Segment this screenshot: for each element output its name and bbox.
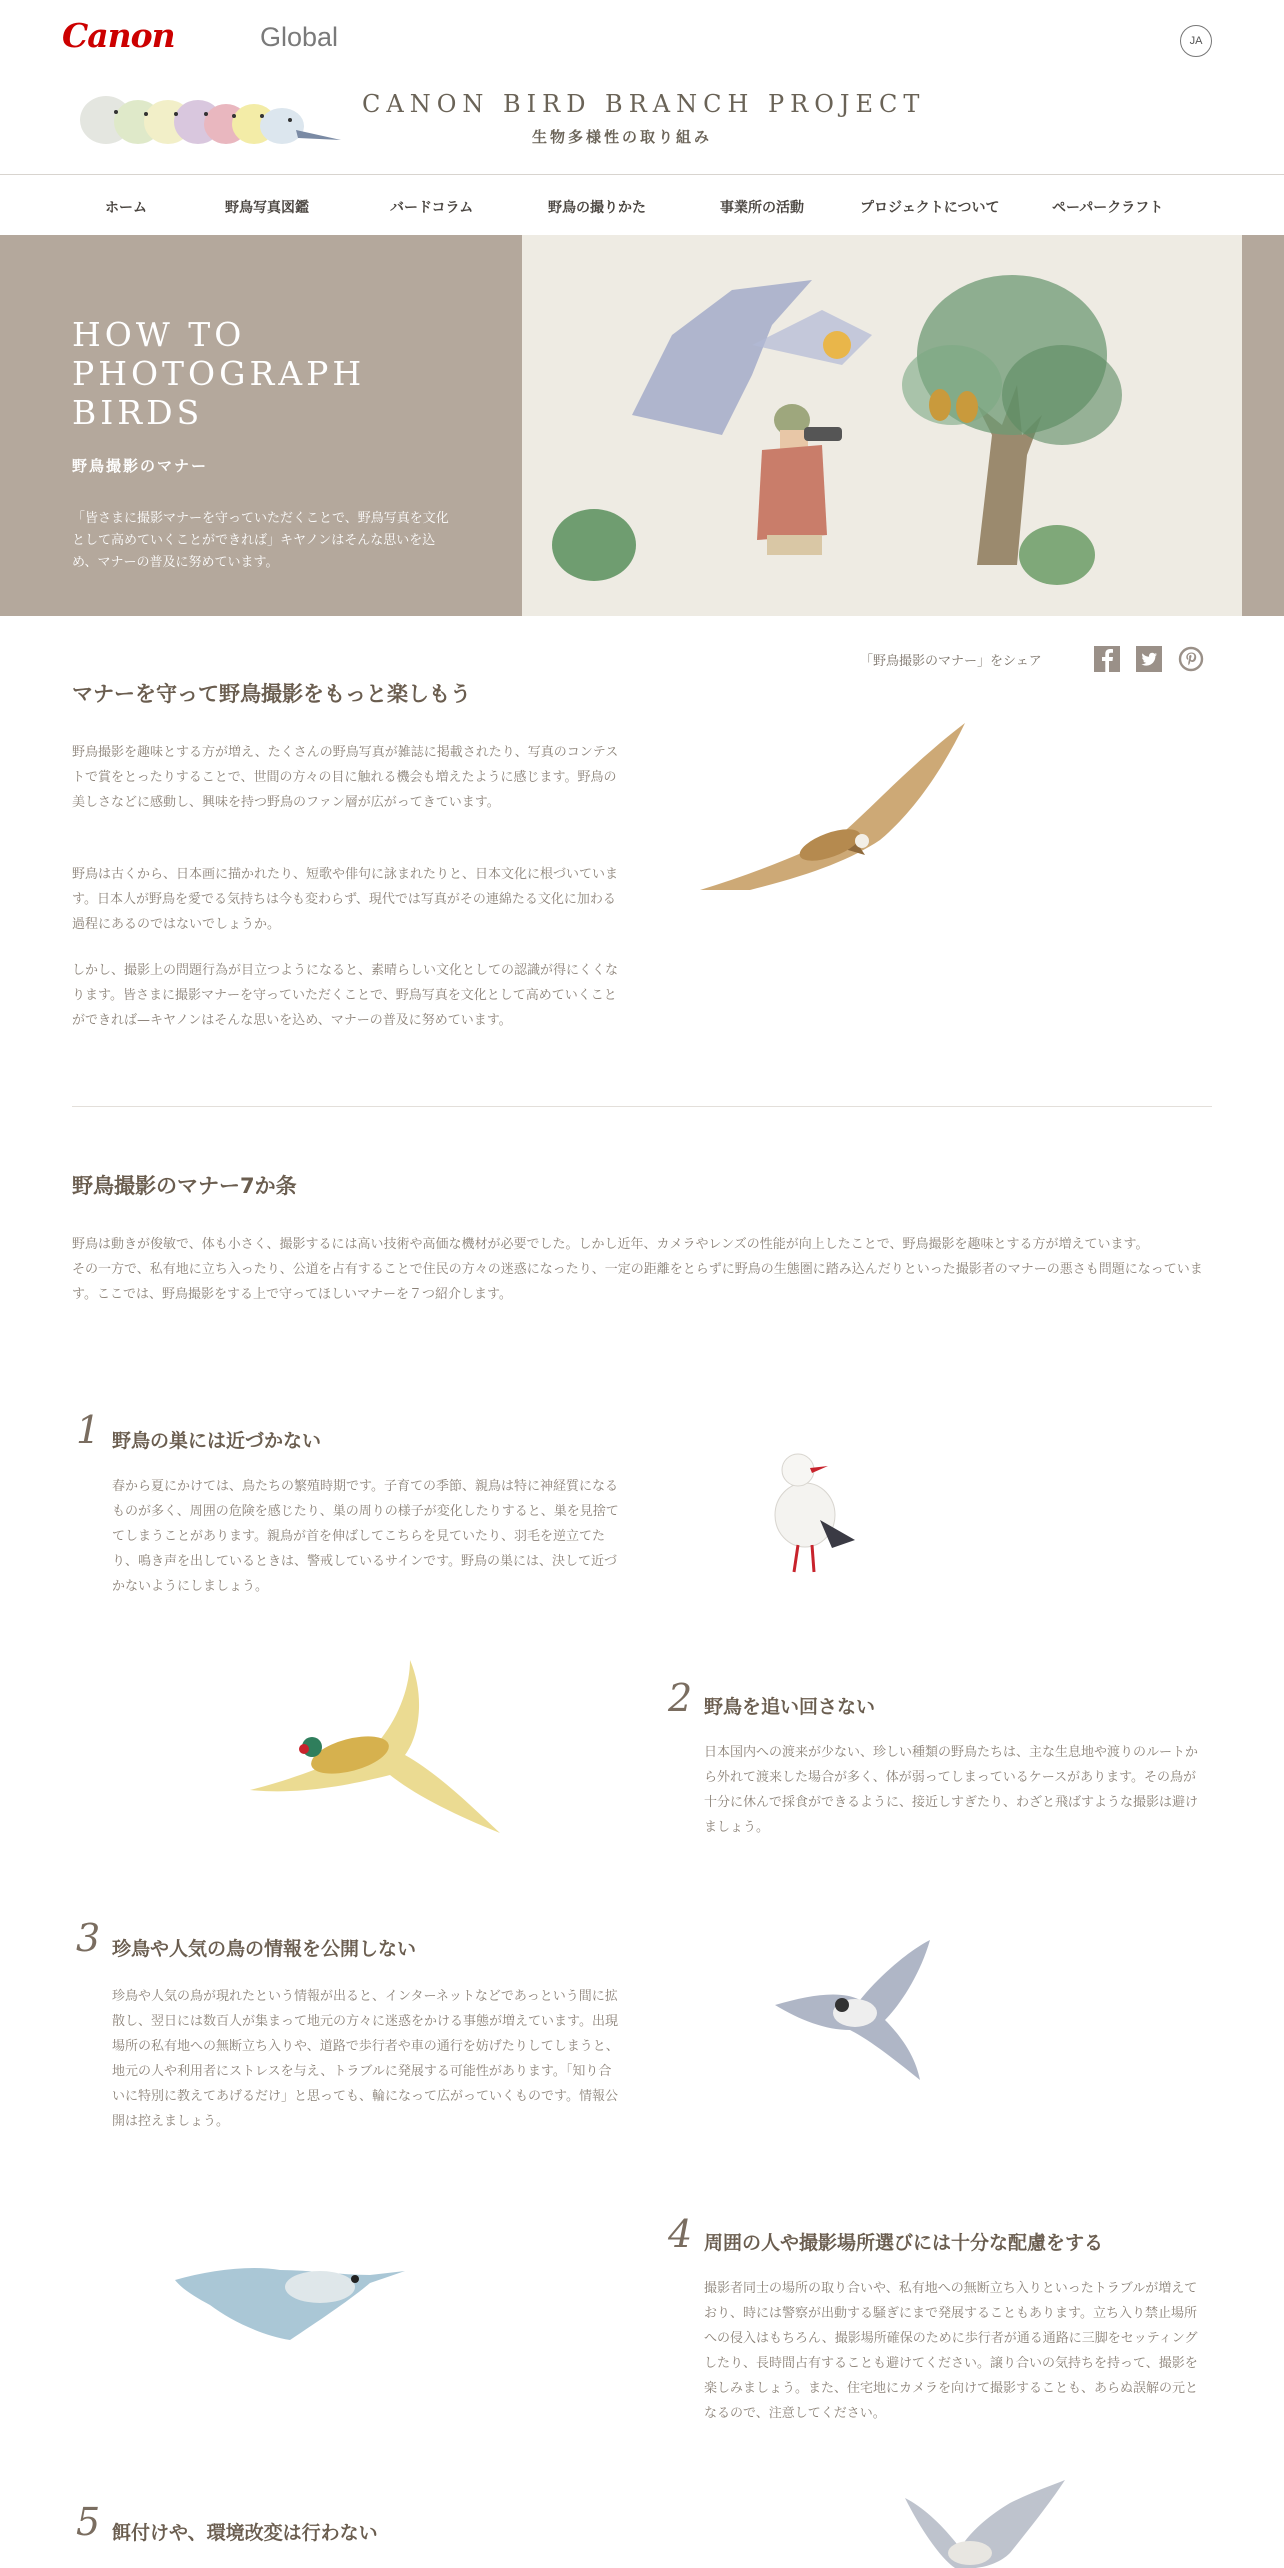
section-divider — [72, 1106, 1212, 1107]
hero-description: 「皆さまに撮影マナーを守っていただくことで、野鳥写真を文化として高めていくことができれば」キヤノンはそんな思いを込め、マナーの普及に努めています。 — [72, 511, 449, 570]
twitter-icon — [1136, 646, 1162, 672]
rule-number: 4 — [668, 2212, 693, 2256]
rule-number: 3 — [76, 1916, 101, 1960]
hero-title-line: BIRDS — [72, 393, 204, 432]
main-nav — [0, 175, 1284, 235]
nav-item-how-to-photograph[interactable]: 野鳥の撮りかた — [548, 200, 646, 216]
intro-paragraph: 野鳥撮影を趣味とする方が増え、たくさんの野鳥写真が雑誌に掲載されたり、写真のコンテストで賞をとったりすることで、世間の方々の目に触れる機会も増えたように感じます。野鳥の美しさなどに感動し、興味を持つ野鳥のファン層が広がってきています。 — [72, 745, 619, 810]
facebook-icon — [1094, 646, 1120, 672]
rule-body: 日本国内への渡来が少ない、珍しい種類の野鳥たちは、主な生息地や渡りのルートから外れて渡来した場合が多く、体が弱ってしまっているケースがあります。その鳥が十分に休んで採食ができるように、接近しすぎたり、わざと飛ばすような撮影は避けましょう。 — [704, 1745, 1199, 1835]
intro-paragraph: 野鳥は古くから、日本画に描かれたり、短歌や俳句に詠まれたりと、日本文化に根づいています。日本人が野鳥を愛でる気持ちは今も変わらず、現代では写真がその連綿たる文化に加わる過程にあるのではないでしょうか。 — [72, 867, 619, 932]
rule-title: 野鳥の巣には近づかない — [112, 1430, 322, 1452]
intro-heading: マナーを守って野鳥撮影をもっと楽しもう — [72, 682, 471, 706]
language-switch[interactable]: JA — [1180, 25, 1212, 57]
facebook-share-button[interactable] — [1094, 646, 1120, 672]
birds-row-illustration — [76, 78, 346, 156]
rules-intro-line: その一方で、私有地に立ち入ったり、公道を占有することで住民の方々の迷惑になったり、一定の距離をとらずに野鳥の生態圏に踏み込んだりといった撮影者のマナーの悪さも問題になっています。ここでは、野鳥撮影をする上で守ってほしいマナーを７つ紹介します。 — [72, 1262, 1203, 1302]
kingfisher-illustration — [170, 2225, 410, 2355]
pinterest-icon — [1178, 646, 1204, 672]
rules-intro — [72, 1232, 1212, 1307]
rule-body: 珍鳥や人気の鳥が現れたという情報が出ると、インターネットなどであっという間に拡散し、翌日には数百人が集まって地元の方々に迷惑をかける事態が増えています。出現場所の私有地への無断立ち入りや、道路で歩行者や車の通行を妨げたりしてしまうと、地元の人や利用者にストレスを与え、トラブルに発展する可能性があります。「知り合いに特別に教えてあげるだけ」と思っても、輪になって広がっていくものです。情報公開は控えましょう。 — [112, 1989, 619, 2129]
pheasant-illustration — [230, 1655, 510, 1835]
rule-body: 撮影者同士の場所の取り合いや、私有地への無断立ち入りといったトラブルが増えており、時には警察が出動する騒ぎにまで発展することもあります。立ち入り禁止場所への侵入はもちろん、撮影場所確保のために歩行者が通る通路に三脚をセッティングしたり、長時間占有することも避けてください。譲り合いの気持ちを持って、撮影を楽しみましょう。また、住宅地にカメラを向けて撮影することも、あらぬ誤解の元となるので、注意してください。 — [704, 2281, 1199, 2421]
rule-title: 周囲の人や撮影場所選びには十分な配慮をする — [704, 2232, 1104, 2254]
global-label[interactable]: Global — [260, 22, 339, 52]
site-header — [0, 0, 1284, 175]
rule-body: 春から夏にかけては、鳥たちの繁殖時期です。子育ての季節、親鳥は特に神経質になるものが多く、周囲の危険を感じたり、巣の周りの様子が変化したりすると、巣を見捨ててしまうことがあります。親鳥が首を伸ばしてこちらを見ていたり、羽毛を逆立てたり、鳴き声を出しているときは、警戒しているサインです。野鳥の巣には、決して近づかないようにしましょう。 — [112, 1479, 619, 1594]
hero-subtitle: 野鳥撮影のマナー — [72, 457, 209, 475]
nav-item-photo-guide[interactable]: 野鳥写真図鑑 — [225, 200, 309, 216]
intro-paragraph: しかし、撮影上の問題行為が目立つようになると、素晴らしい文化としての認識が得にくくなります。皆さまに撮影マナーを守っていただくことで、野鳥写真を文化として高めていくことができれば—キヤノンはそんな思いを込め、マナーの普及に努めています。 — [72, 963, 619, 1028]
rules-intro-line: 野鳥は動きが俊敏で、体も小さく、撮影するには高い技術や高価な機材が必要でした。しかし近年、カメラやレンズの性能が向上したことで、野鳥撮影を趣味とする方が増えています。 — [72, 1237, 1149, 1252]
project-title: CANON BIRD BRANCH PROJECT — [362, 90, 926, 118]
rule-title: 珍鳥や人気の鳥の情報を公開しない — [112, 1938, 417, 1960]
twitter-share-button[interactable] — [1136, 646, 1162, 672]
project-subtitle: 生物多様性の取り組み — [532, 128, 713, 146]
rule-number: 5 — [76, 2500, 101, 2544]
rules-heading: 野鳥撮影のマナー7か条 — [72, 1174, 297, 1198]
nav-item-home[interactable]: ホーム — [105, 200, 147, 216]
canon-logo[interactable]: Canon — [62, 16, 175, 55]
rule-number: 2 — [668, 1676, 693, 1720]
nav-item-about-project[interactable]: プロジェクトについて — [860, 200, 1000, 216]
share-label: 「野鳥撮影のマナー」をシェア — [860, 654, 1042, 669]
hero-side-band — [1242, 235, 1284, 616]
rule-title: 餌付けや、環境改変は行わない — [112, 2522, 378, 2544]
nav-item-bird-column[interactable]: バードコラム — [390, 200, 474, 216]
hero-photographer-illustration — [522, 235, 1242, 616]
rule-title: 野鳥を追い回さない — [704, 1696, 876, 1718]
nav-item-paper-craft[interactable]: ペーパークラフト — [1052, 200, 1164, 216]
gull-illustration — [750, 1440, 870, 1580]
hero-title-line: HOW TO — [72, 315, 246, 354]
hero-title-line: PHOTOGRAPH — [72, 354, 366, 393]
eagle-illustration — [690, 715, 970, 915]
nav-item-site-activities[interactable]: 事業所の活動 — [720, 200, 804, 216]
flying-bird-illustration — [900, 2478, 1070, 2568]
hero-title — [72, 315, 452, 432]
wagtail-illustration — [770, 1935, 940, 2085]
rule-number: 1 — [76, 1408, 101, 1452]
pinterest-share-button[interactable] — [1178, 646, 1204, 672]
